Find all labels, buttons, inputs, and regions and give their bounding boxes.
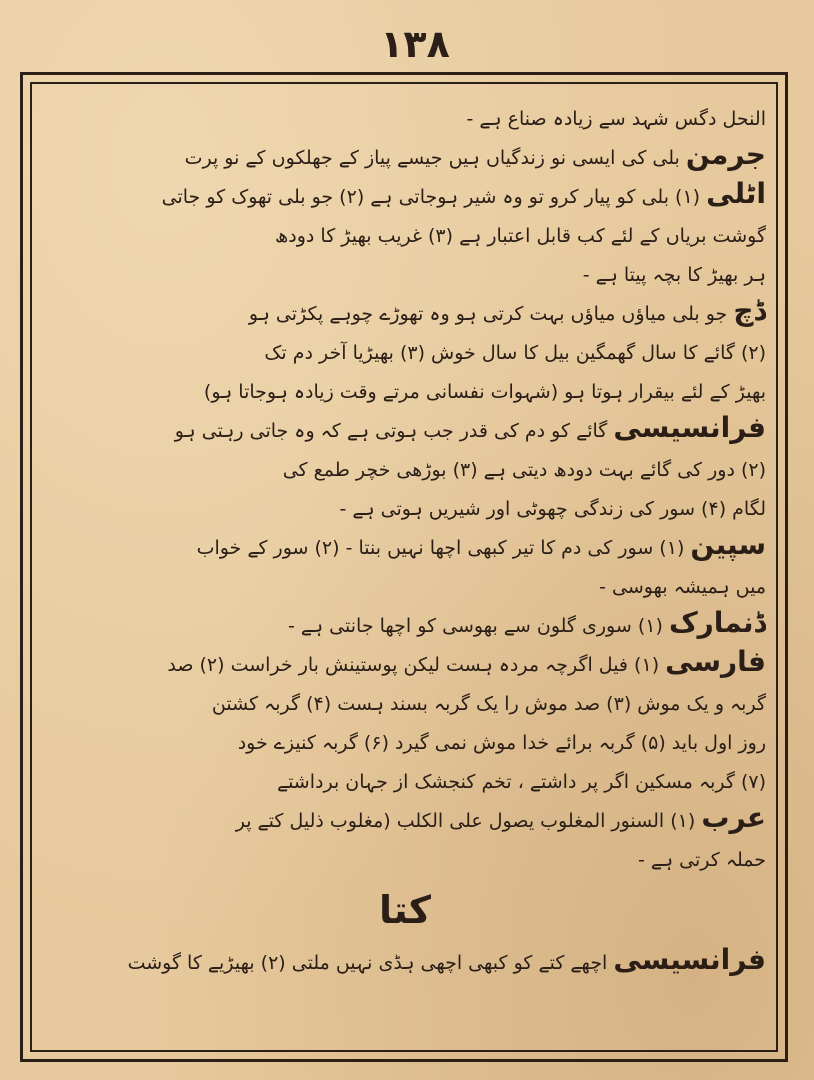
- text-line: [44, 332, 766, 371]
- text-line: [44, 527, 766, 566]
- text-line: [44, 176, 766, 215]
- line-text: (۱) سور کی دم کا تیر کبھی اچھا نہیں بنتا - (۲) سور کے خواب: [196, 537, 685, 559]
- text-line: [44, 137, 766, 176]
- line-heading: فرانسیسی: [613, 943, 766, 976]
- line-text: حملہ کرتی ہے -: [637, 849, 766, 871]
- text-line: [44, 215, 766, 254]
- text-line: [44, 644, 766, 683]
- line-heading: فرانسیسی: [613, 411, 766, 444]
- line-text: بلی کی ایسی نو زندگیاں ہیں جیسے پیاز کے جھلکوں کے نو پرت: [184, 147, 680, 169]
- line-text: (۲) دور کی گائے بہت دودھ دیتی ہے (۳) بوڑھی خچر طمع کی: [282, 459, 766, 481]
- text-line: [44, 683, 766, 722]
- text-line: [44, 254, 766, 293]
- line-text: میں ہمیشہ بھوسی -: [599, 576, 766, 598]
- line-text: (۱) السنور المغلوب یصول علی الکلب (مغلوب ذلیل کتے پر: [235, 810, 696, 832]
- section-heading: کتا: [379, 888, 431, 932]
- line-text: روز اول باید (۵) گربہ برائے خدا موش نمی گیرد (۶) گربہ کنیزے خود: [237, 732, 766, 754]
- body-text: [44, 98, 766, 1043]
- line-text: اچھے کتے کو کبھی اچھی ہڈی نہیں ملتی (۲) بھیڑیے کا گوشت: [127, 952, 608, 974]
- text-line: [44, 410, 766, 449]
- line-text: لگام (۴) سور کی زندگی چھوٹی اور شیریں ہوتی ہے -: [339, 498, 766, 520]
- line-text: (۲) گائے کا سال گھمگین بیل کا سال خوش (۳) بھیڑیا آخر دم تک: [264, 342, 766, 364]
- text-line: [44, 942, 766, 981]
- line-text: النحل دگس شہد سے زیادہ صناع ہے -: [466, 108, 766, 130]
- text-line: [44, 800, 766, 839]
- page-number: ۱۳۸: [380, 22, 450, 66]
- line-heading: جرمن: [685, 138, 766, 171]
- line-text: جو بلی میاؤں میاؤں بہت کرتی ہو وہ تھوڑے چوہے پکڑتی ہو: [248, 303, 728, 325]
- line-text: گائے کو دم کی قدر جب ہوتی ہے کہ وہ جاتی رہتی ہو: [174, 420, 608, 442]
- line-text: (۷) گربہ مسکین اگر پر داشتے ، تخم کنجشک از جہان برداشتے: [276, 771, 766, 793]
- line-heading: اٹلی: [706, 177, 766, 210]
- line-text: (۱) فیل اگرچہ مردہ ہست لیکن پوستینش بار خراست (۲) صد: [167, 654, 660, 676]
- text-line: [44, 722, 766, 761]
- text-line: [44, 839, 766, 878]
- line-heading: عرب: [701, 801, 766, 834]
- text-line: [44, 449, 766, 488]
- text-line: [44, 488, 766, 527]
- text-line: [44, 98, 766, 137]
- line-text: (۱) بلی کو پیار کرو تو وہ شیر ہوجاتی ہے (۲) جو بلی تھوک کو جاتی: [161, 186, 701, 208]
- text-line: [44, 566, 766, 605]
- text-line: [44, 293, 766, 332]
- line-heading: فارسی: [665, 645, 766, 678]
- text-line: [44, 761, 766, 800]
- text-line: [44, 371, 766, 410]
- text-line: [44, 605, 766, 644]
- line-text: گوشت بریاں کے لئے کب قابل اعتبار ہے (۳) غریب بھیڑ کا دودھ: [275, 225, 766, 247]
- line-heading: ڈچ: [733, 294, 766, 327]
- line-text: بھیڑ کے لئے بیقرار ہوتا ہو (شہوات نفسانی مرتے وقت زیادہ ہوجاتا ہو): [203, 381, 766, 403]
- line-heading: ڈنمارک: [668, 606, 766, 639]
- line-text: گربہ و یک موش (۳) صد موش را یک گربہ بسند ہست (۴) گربہ کشتن: [211, 693, 766, 715]
- line-text: ہر بھیڑ کا بچہ پیتا ہے -: [582, 264, 766, 286]
- line-text: (۱) سوری گلون سے بھوسی کو اچھا جانتی ہے -: [287, 615, 663, 637]
- line-heading: سپین: [690, 528, 766, 561]
